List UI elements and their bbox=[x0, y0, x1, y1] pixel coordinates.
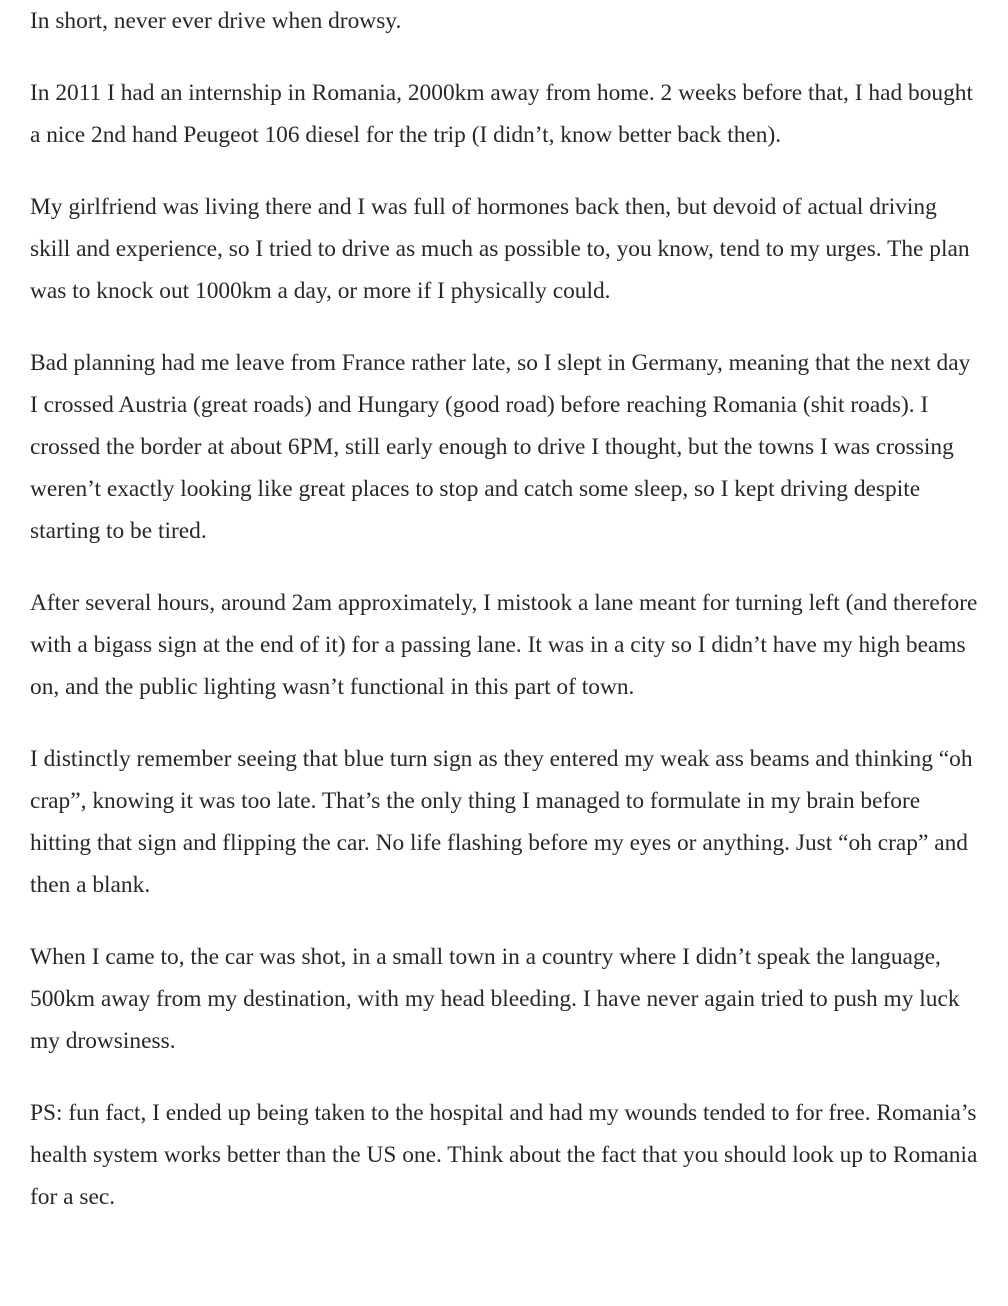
paragraph-internship: In 2011 I had an internship in Romania, 2000km away from home. 2 weeks before that, I had bought a nice 2nd hand Peugeot 106 diesel for the trip (I didn’t, know better back then). bbox=[30, 80, 973, 148]
paragraph-accident: After several hours, around 2am approximately, I mistook a lane meant for turning left (and therefore with a bigass sign at the end of it) for a passing lane. It was in a city so I didn’t have my high beams on, and the public lighting wasn’t functional in this part of town. bbox=[30, 590, 978, 700]
paragraph-intro: In short, never ever drive when drowsy. bbox=[30, 8, 402, 34]
paragraph-blue-sign: I distinctly remember seeing that blue turn sign as they entered my weak ass beams and thinking “oh crap”, knowing it was too late. That’s the only thing I managed to formulate in my brain before hitting that sign and flipping the car. No life flashing before my eyes or anything. Just “oh crap” and then a blank. bbox=[30, 746, 973, 898]
paragraph-ps: PS: fun fact, I ended up being taken to the hospital and had my wounds tended to for free. Romania’s health system works better than the US one. Think about the fact that you should look up to Romania for a sec. bbox=[30, 1100, 978, 1210]
article-body bbox=[30, 0, 980, 1218]
paragraph-bad-planning: Bad planning had me leave from France rather late, so I slept in Germany, meaning that the next day I crossed Austria (great roads) and Hungary (good road) before reaching Romania (shit roads). I crossed the border at about 6PM, still early enough to drive I thought, but the towns I was crossing weren’t exactly looking like great places to stop and catch some sleep, so I kept driving despite starting to be tired. bbox=[30, 350, 971, 544]
paragraph-aftermath: When I came to, the car was shot, in a small town in a country where I didn’t speak the language, 500km away from my destination, with my head bleeding. I have never again tried to push my luck my drowsiness. bbox=[30, 944, 960, 1054]
paragraph-girlfriend: My girlfriend was living there and I was full of hormones back then, but devoid of actual driving skill and experience, so I tried to drive as much as possible to, you know, tend to my urges. The plan was to knock out 1000km a day, or more if I physically could. bbox=[30, 194, 970, 304]
